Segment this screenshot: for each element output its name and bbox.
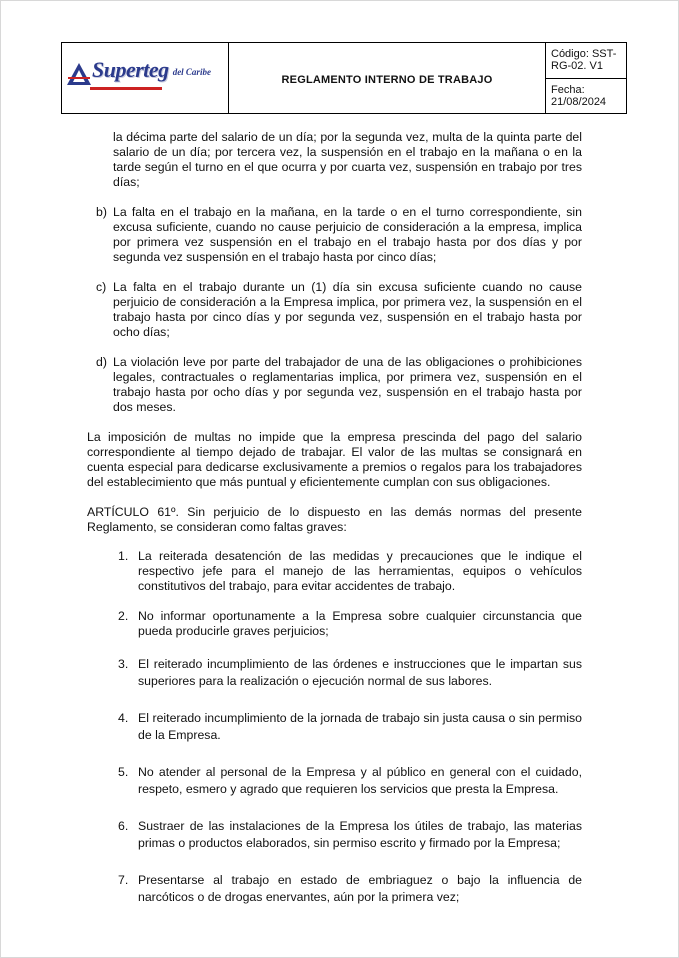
list-item-text: La reiterada desatención de las medidas y precauciones que le indique el respectivo jefe para el manejo de las herramientas, equipos o vehículos constitutivos del trabajo, para evitar accidentes de trabajo.: [138, 549, 582, 593]
list-item-text: El reiterado incumplimiento de las órdenes e instrucciones que le impartan sus superiores para la realización o ejecución normal de sus labores.: [138, 657, 582, 688]
document-code: Código: SST-RG-02. V1: [546, 43, 626, 79]
list-item-b: [96, 205, 582, 265]
logo-stripe: [90, 87, 162, 90]
list-item-text: No atender al personal de la Empresa y al público en general con el cuidado, respeto, esmero y agrado que requieren los servicios que presta la Empresa.: [138, 765, 582, 796]
document-header: [61, 42, 627, 114]
logo-subtitle: del Caribe: [172, 67, 211, 77]
list-item-text: La violación leve por parte del trabajador de una de las obligaciones o prohibiciones legales, contractuales o reglamentarias implica, por primera vez, suspensión en el trabajo hasta por ocho días y por segunda vez, suspensión en el trabajo hasta por dos meses.: [113, 355, 582, 414]
article-61-heading: ARTÍCULO 61º. Sin perjuicio de lo dispuesto en las demás normas del presente Reglamento, se consideran como faltas graves:: [87, 505, 582, 534]
company-logo: [66, 57, 211, 87]
list-marker: c): [96, 280, 107, 294]
list-item-text: Presentarse al trabajo en estado de embriaguez o bajo la influencia de narcóticos o de drogas enervantes, aún por la primera vez;: [138, 873, 582, 904]
numbered-item-6: [118, 818, 582, 852]
list-marker: 2.: [118, 609, 129, 623]
logo-triangle-icon: [66, 61, 92, 87]
numbered-item-1: [118, 549, 582, 594]
logo-cell: [62, 43, 229, 113]
list-item-d: [96, 355, 582, 415]
numbered-item-7: [118, 872, 582, 906]
list-marker: 3.: [118, 657, 129, 671]
document-meta: [546, 43, 626, 113]
list-marker: 7.: [118, 873, 129, 887]
faltas-graves-list: [118, 549, 582, 906]
list-item-text: No informar oportunamente a la Empresa sobre cualquier circunstancia que pueda producirle graves perjuicios;: [138, 609, 582, 638]
list-marker: b): [96, 205, 107, 219]
list-marker: 1.: [118, 549, 129, 563]
list-item-c: [96, 280, 582, 340]
list-marker: 5.: [118, 765, 129, 779]
numbered-item-2: [118, 609, 582, 639]
document-title: REGLAMENTO INTERNO DE TRABAJO: [229, 43, 546, 113]
document-body: [87, 130, 582, 906]
document-date: Fecha: 21/08/2024: [551, 83, 607, 108]
continuation-paragraph: la décima parte del salario de un día; por la segunda vez, multa de la quinta parte del salario de un día; por tercera vez, la suspensión en el trabajo en la mañana o en la tarde según el turno en el que ocurra y por cuarta vez, suspensión en trabajo por tres días;: [113, 130, 582, 189]
list-item-text: Sustraer de las instalaciones de la Empresa los útiles de trabajo, las materias primas o productos elaborados, sin permiso escrito y firmado por la Empresa;: [138, 819, 582, 850]
list-item-text: El reiterado incumplimiento de la jornada de trabajo sin justa causa o sin permiso de la Empresa.: [138, 711, 582, 742]
multas-paragraph: La imposición de multas no impide que la empresa prescinda del pago del salario correspondiente al tiempo dejado de trabajar. El valor de las multas se consignará en cuenta especial para dedicarse exclusivamente a premios o regalos para los trabajadores del establecimiento que más puntual y eficientemente cumplan con sus obligaciones.: [87, 430, 582, 489]
list-marker: 4.: [118, 711, 129, 725]
numbered-item-3: [118, 656, 582, 690]
list-item-text: La falta en el trabajo en la mañana, en la tarde o en el turno correspondiente, sin excusa suficiente, cuando no cause perjuicio de consideración a la empresa, implica por primera vez suspensión en el trabajo en el trabajo hasta por dos días y por segunda vez suspensión en el trabajo hasta por cinco días;: [113, 205, 582, 264]
list-marker: d): [96, 355, 107, 369]
numbered-item-4: [118, 710, 582, 744]
numbered-item-5: [118, 764, 582, 798]
logo-wordmark: Superteg: [92, 57, 169, 82]
list-marker: 6.: [118, 819, 129, 833]
list-item-text: La falta en el trabajo durante un (1) día sin excusa suficiente cuando no cause perjuicio de consideración a la Empresa implica, por primera vez, la suspensión en el trabajo hasta por cinco días y por segunda vez, suspensión en el trabajo hasta por ocho días;: [113, 280, 582, 339]
